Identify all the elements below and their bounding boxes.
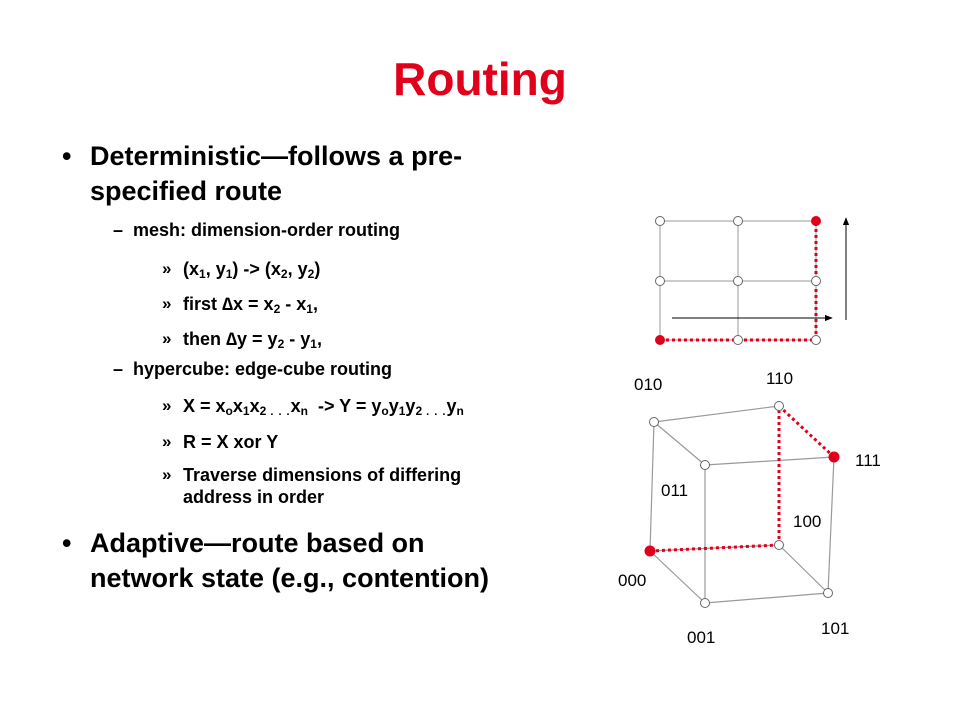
sub-marker: » xyxy=(162,329,172,348)
bullet-marker: • xyxy=(62,528,72,558)
sub-marker: » xyxy=(162,259,172,278)
cube-node-100 xyxy=(775,541,784,550)
bullet-adaptive-line1: Adaptive—route based on xyxy=(90,528,425,558)
bullet-deterministic-line1: Deterministic—follows a pre- xyxy=(90,141,463,171)
cube-node-010 xyxy=(650,418,659,427)
cube-node-111-dest xyxy=(829,452,840,463)
first-delta-x-text: first $\Delta x = x_2 - x_1$, xyxy=(183,294,318,316)
mesh-node xyxy=(734,336,743,345)
mesh-dest-node xyxy=(811,216,821,226)
bullet-deterministic-line2: specified route xyxy=(90,176,283,206)
mesh-node xyxy=(812,277,821,286)
cube-node-001 xyxy=(701,599,710,608)
slide-title: Routing xyxy=(393,53,567,105)
sub-marker: » xyxy=(162,465,172,484)
cube-label-100: 100 xyxy=(793,512,822,531)
mesh-node xyxy=(734,217,743,226)
cube-label-111: 111 xyxy=(855,451,881,470)
cube-node-101 xyxy=(824,589,833,598)
mesh-node xyxy=(734,277,743,286)
cube-label-010: 010 xyxy=(634,375,663,394)
dash-marker: – xyxy=(113,359,124,379)
bullet-marker: • xyxy=(62,141,72,171)
cube-label-011: 011 xyxy=(661,481,689,500)
traverse-text-line2: address in order xyxy=(183,487,325,507)
sub-marker: » xyxy=(162,396,172,415)
mesh-node xyxy=(656,217,665,226)
coordinate-pair-text: ($x_1$, $y_1) -> (x_2$, $y_2$) xyxy=(183,259,321,281)
hypercube-edges xyxy=(650,406,834,603)
mesh-node xyxy=(812,336,821,345)
mesh-routing-text: mesh: dimension-order routing xyxy=(133,220,401,240)
traverse-text-line1: Traverse dimensions of differing xyxy=(183,465,462,485)
then-delta-y-text: then $\Delta y = y_2 - y_1$, xyxy=(183,329,322,351)
cube-node-011 xyxy=(701,461,710,470)
cube-label-101: 101 xyxy=(821,619,850,638)
mesh-source-node xyxy=(655,335,665,345)
cube-node-110 xyxy=(775,402,784,411)
sub-marker: » xyxy=(162,432,172,451)
cube-label-001: 001 xyxy=(687,628,716,647)
cube-label-110: 110 xyxy=(766,369,794,388)
dash-marker: – xyxy=(113,220,124,240)
mesh-node xyxy=(656,277,665,286)
hypercube-routing-text: hypercube: edge-cube routing xyxy=(133,359,393,379)
sub-marker: » xyxy=(162,294,172,313)
cube-node-000-source xyxy=(645,546,656,557)
r-xor-text: R = X xor Y xyxy=(183,432,279,452)
cube-label-000: 000 xyxy=(618,571,647,590)
xy-address-text: $X = x_ox_1x_2$ . . $.x_n -> Y = y_oy_1y_2$ . . $.y_n$ xyxy=(183,396,464,418)
bullet-adaptive-line2: network state (e.g., contention) xyxy=(90,563,490,593)
